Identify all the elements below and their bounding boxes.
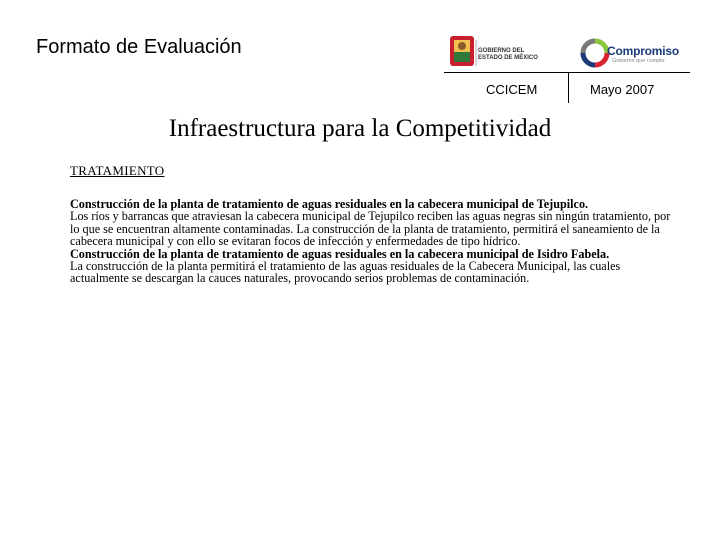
compromiso-name: Compromiso [607, 44, 680, 58]
project-heading: Construcción de la planta de tratamiento de aguas residuales en la cabecera municipal de Tejupilco. [70, 197, 589, 211]
project-description: Los ríos y barrancas que atraviesan la cabecera municipal de Tejupilco reciben las aguas negras sin ningún tratamiento, por lo que se encuentran altamente contaminadas. La construcción de la planta de tratamiento, permitirá el saneamiento de la cabecera municipal y con ello se evitaran focos de infección y enfermedades de tipo hídrico. [70, 209, 671, 249]
project-heading: Construcción de la planta de tratamiento de aguas residuales en la cabecera municipal de Isidro Fabela. [70, 246, 610, 261]
gobierno-logo-line1: GOBIERNO DEL [478, 48, 525, 54]
project-description: La construcción de la planta permitirá el tratamiento de las aguas residuales de la Cabecera Municipal, las cuales actualmente se descargan la cauces naturales, provocando serios problemas de contaminación. [70, 259, 621, 286]
page-title: Infraestructura para la Competitividad [168, 115, 552, 142]
gobierno-logo-text [478, 48, 538, 62]
date-label: Mayo 2007 [590, 82, 655, 97]
office-label: CCICEM [486, 82, 538, 97]
header-divider [568, 73, 569, 103]
form-title: Formato de Evaluación [36, 36, 242, 58]
section-heading: TRATAMIENTO [70, 163, 165, 178]
compromiso-tagline: Gobierno que cumple [612, 58, 665, 64]
gobierno-logo-line2: ESTADO DE MÉXICO [478, 55, 538, 61]
compromiso-ring-icon [580, 38, 610, 68]
header-rule [444, 72, 690, 73]
project-list [70, 198, 682, 285]
